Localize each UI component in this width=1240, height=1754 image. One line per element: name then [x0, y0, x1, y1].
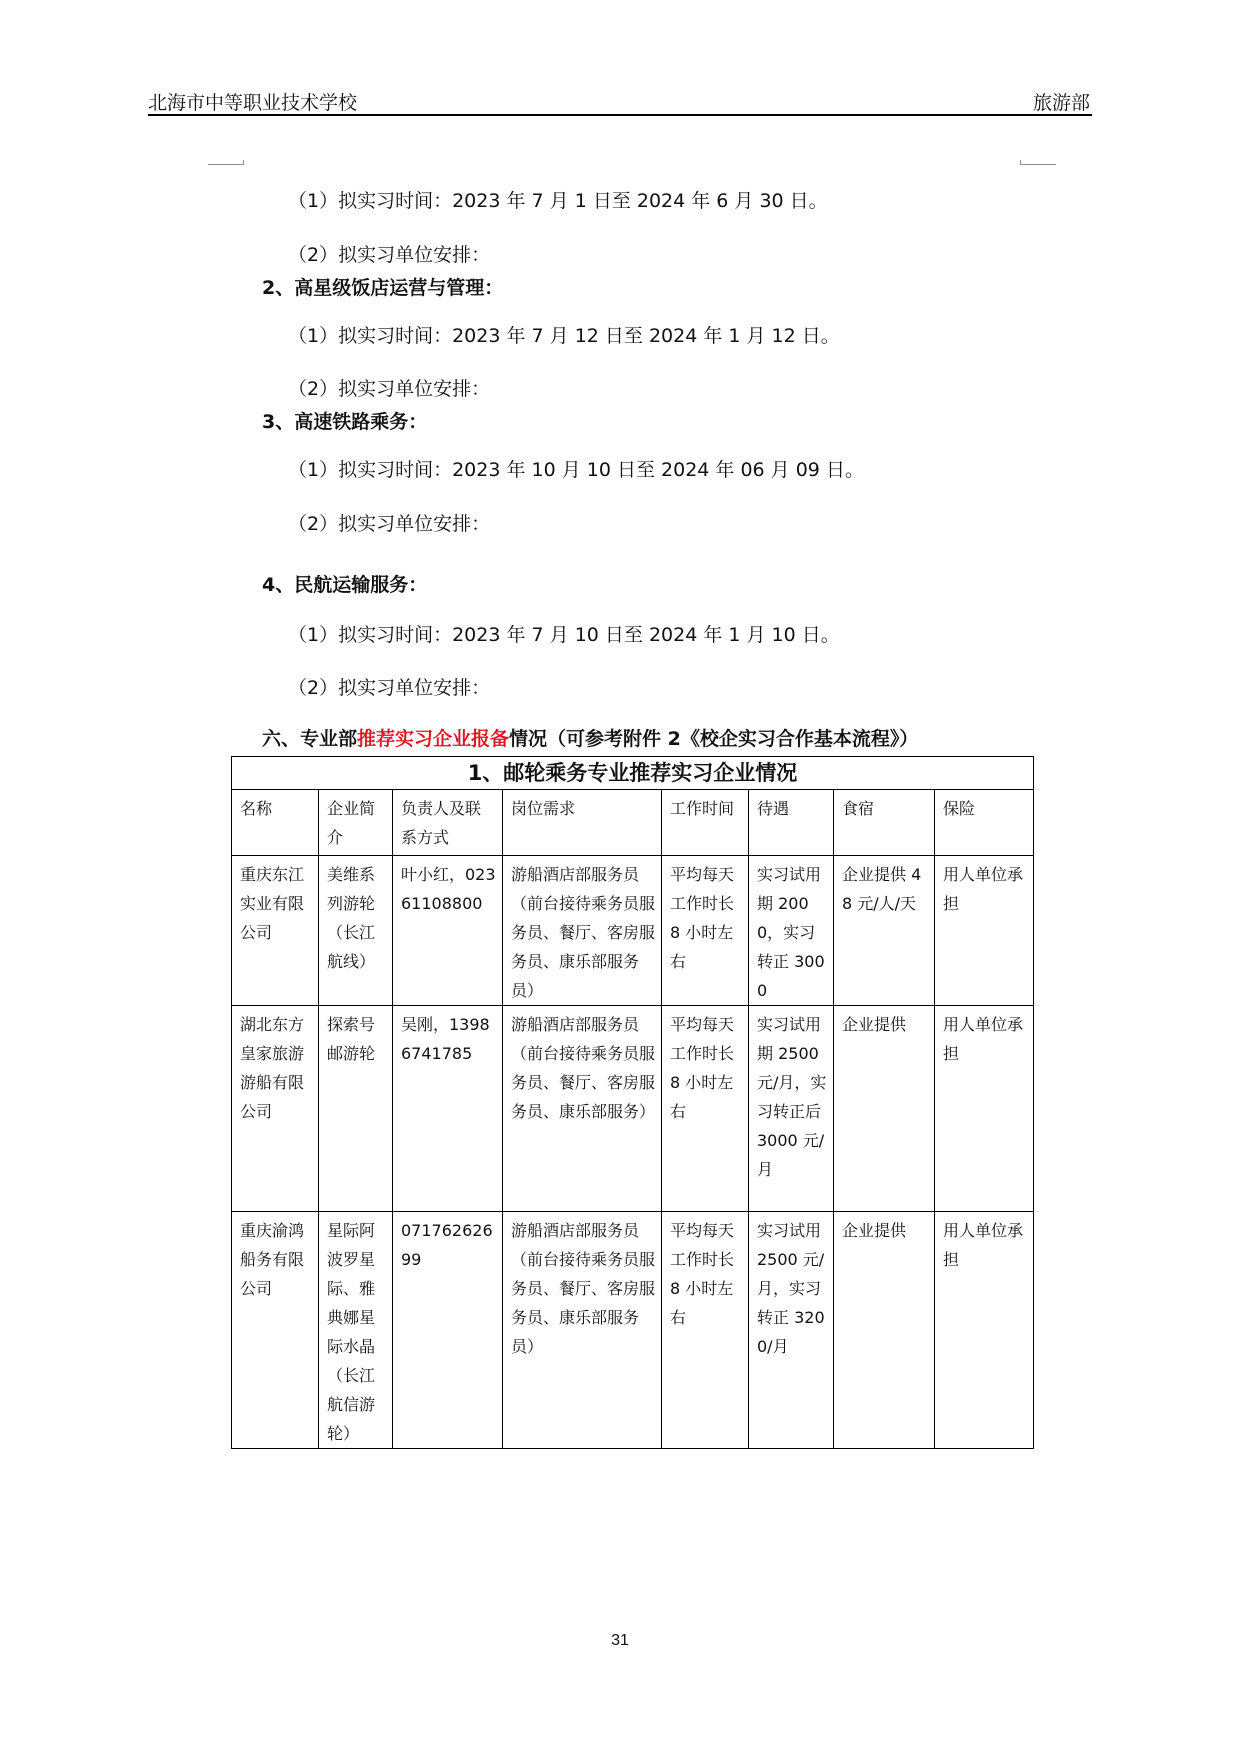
table-cell: 平均每天工作时长 8 小时左右: [662, 1006, 749, 1212]
table-cell: 实习试用期 2000，实习转正 3000: [749, 856, 834, 1006]
header-cell: 保险: [935, 790, 1034, 856]
table-cell: 游船酒店部服务员（前台接待乘务员服务员、餐厅、客房服务员、康乐部服务员）: [503, 856, 662, 1006]
section-6-heading-highlight: 推荐实习企业报备: [357, 728, 510, 750]
table-cell: 探索号邮游轮: [319, 1006, 393, 1212]
table-cell: 企业提供: [834, 1006, 935, 1212]
header-department: 旅游部: [1032, 92, 1090, 114]
table-cell: 用人单位承担: [935, 856, 1034, 1006]
table-cell: 实习试用期 2500 元/月，实习转正后 3000 元/月: [749, 1006, 834, 1212]
table-cell: 游船酒店部服务员（前台接待乘务员服务员、餐厅、客房服务员、康乐部服务员）: [503, 1212, 662, 1449]
table-header-row: [232, 790, 1034, 856]
margin-corner-mark-right: [1020, 164, 1056, 165]
section-6-heading-part1: 六、专业部: [262, 728, 358, 750]
table-row: [232, 1212, 1034, 1449]
section-6-heading-part3: 情况（可参考附件 2《校企实习合作基本流程》）: [509, 728, 919, 750]
header-cell: 待遇: [749, 790, 834, 856]
header-school-name: 北海市中等职业技术学校: [148, 92, 358, 114]
internship-time-3: （1）拟实习时间：2023 年 10 月 10 日至 2024 年 06 月 09 日。: [288, 459, 864, 481]
header-cell: 名称: [232, 790, 319, 856]
header-cell: 食宿: [834, 790, 935, 856]
header-cell: 负责人及联系方式: [393, 790, 503, 856]
table-cell: 湖北东方皇家旅游游船有限公司: [232, 1006, 319, 1212]
table-cell: 企业提供 48 元/人/天: [834, 856, 935, 1006]
section-6-heading: [262, 724, 918, 751]
table-cell: 重庆渝鸿船务有限公司: [232, 1212, 319, 1449]
internship-unit-4: （2）拟实习单位安排：: [288, 677, 491, 699]
header-cell: 岗位需求: [503, 790, 662, 856]
header-cell: 工作时间: [662, 790, 749, 856]
header-cell: 企业简介: [319, 790, 393, 856]
table-row: [232, 1006, 1034, 1212]
margin-corner-mark-left: [208, 164, 244, 165]
table-cell: 用人单位承担: [935, 1212, 1034, 1449]
table-title-row: [232, 757, 1034, 790]
table-row: [232, 856, 1034, 1006]
internship-unit-1: （2）拟实习单位安排：: [288, 244, 491, 266]
page-number: 31: [611, 1632, 629, 1649]
internship-time-2: （1）拟实习时间：2023 年 7 月 12 日至 2024 年 1 月 12 日。: [288, 325, 840, 347]
table-title: 1、邮轮乘务专业推荐实习企业情况: [232, 757, 1034, 790]
table-cell: 用人单位承担: [935, 1006, 1034, 1212]
table-cell: 平均每天工作时长 8 小时左右: [662, 1212, 749, 1449]
table-cell: 星际阿波罗星际、雅典娜星际水晶（长江航信游轮）: [319, 1212, 393, 1449]
section-heading-2: 2、高星级饭店运营与管理：: [262, 277, 504, 299]
internship-time-1: （1）拟实习时间：2023 年 7 月 1 日至 2024 年 6 月 30 日。: [288, 190, 828, 212]
section-heading-4: 4、民航运输服务：: [262, 574, 428, 596]
table-cell: 吴刚，13986741785: [393, 1006, 503, 1212]
table-cell: 实习试用 2500 元/月，实习转正 3200/月: [749, 1212, 834, 1449]
table-cell: 游船酒店部服务员（前台接待乘务员服务员、餐厅、客房服务员、康乐部服务）: [503, 1006, 662, 1212]
header-divider: [148, 114, 1092, 116]
table-cell: 07176262699: [393, 1212, 503, 1449]
table-cell: 美维系列游轮（长江航线）: [319, 856, 393, 1006]
table-cell: 企业提供: [834, 1212, 935, 1449]
table-cell: 叶小红，02361108800: [393, 856, 503, 1006]
table-cell: 平均每天工作时长 8 小时左右: [662, 856, 749, 1006]
enterprise-table: [231, 756, 1034, 1449]
table-cell: 重庆东江实业有限公司: [232, 856, 319, 1006]
section-heading-3: 3、高速铁路乘务：: [262, 411, 428, 433]
internship-unit-2: （2）拟实习单位安排：: [288, 378, 491, 400]
internship-unit-3: （2）拟实习单位安排：: [288, 513, 491, 535]
internship-time-4: （1）拟实习时间：2023 年 7 月 10 日至 2024 年 1 月 10 日。: [288, 624, 840, 646]
